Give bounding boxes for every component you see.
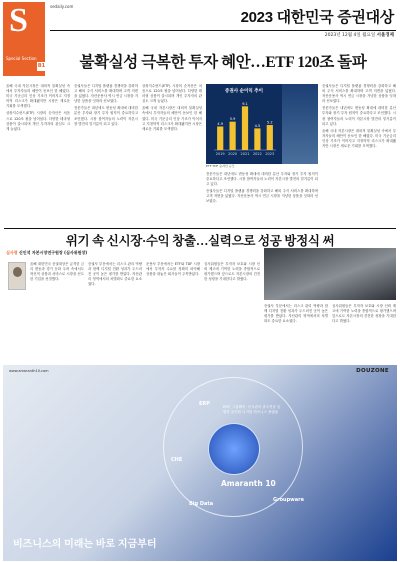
section2-headline: 위기 속 신시장·수익 창출…실력으로 성공 방정식 써 <box>65 234 335 248</box>
ad-node-bigdata: Big Data <box>189 501 214 507</box>
site-url[interactable]: sedaily.com <box>50 4 74 9</box>
section-logo <box>3 2 45 76</box>
bar-2020 <box>230 122 236 150</box>
lead-paragraph: 올해 국내 자본시장은 대외적 불확실성 속에서 투자자들의 혜안이 돋보인 한 해였다. 미국 기준금리 인상 기조가 이어지고 지정학적 리스크가 확대됐지만 시장은 새로운 기회를 모색했다. <box>142 106 202 131</box>
lead-paragraph: 올해 국내 자본시장은 대외적 불확실성 속에서 투자자들의 혜안이 돋보인 한 해였다. 미국 기준금리 인상 기조가 이어지고 지정학적 리스크가 확대됐지만 시장은 새로운 기회를 모색했다. <box>6 84 70 109</box>
section2-column-2 <box>88 262 142 360</box>
author-portrait <box>8 262 26 290</box>
ad-node-che: CHE <box>171 457 183 463</box>
byline <box>6 250 87 256</box>
lead-paragraph: 전문가들은 내년에도 변동성 확대에 대비한 분산 투자와 장기 투자 원칙이 중요하다고 조언했다. 시장 참여자들의 노력이 자본시장 발전의 밑거름이 되고 있다. <box>74 106 138 126</box>
data-label: 4.5 <box>254 123 261 128</box>
lead-paragraph: 올해 국내 자본시장은 대외적 불확실성 속에서 투자자들의 혜안이 돋보인 한 해였다. 미국 기준금리 인상 기조가 이어지고 지정학적 리스크가 확대됐지만 시장은 새로운 기회를 모색했다. <box>322 128 396 149</box>
bar-2021 <box>242 106 248 150</box>
masthead-rule <box>50 30 396 31</box>
main-headline: 불확실성 극복한 투자 혜안…ETF 120조 돌파 <box>79 54 367 71</box>
lead-column-2 <box>74 84 138 224</box>
tick-label: 2021 <box>240 152 250 156</box>
lead-paragraph: 상장지수펀드(ETF) 시장의 순자산은 처음으로 120조 원을 넘어섰다. 다양한 테마형 상품이 출시되며 개인 투자자의 관심도 크게 늘었다. <box>142 84 202 104</box>
lead-column-5 <box>322 84 396 224</box>
section-title: 2023 대한민국 증권대상 <box>240 9 394 26</box>
ad-brand-logo: DOUZONE <box>356 368 389 374</box>
ad-url[interactable]: www.amaranth10.com <box>9 369 49 373</box>
section2-column-6 <box>332 304 396 360</box>
data-label: 9.1 <box>242 101 248 106</box>
lead-paragraph: 전문가들은 내년에도 변동성 확대에 대비한 분산 투자와 장기 투자 원칙이 중요하다고 조언했다. 시장 참여자들의 노력이 자본시장 발전의 밑거름이 되고 있다. <box>206 172 318 187</box>
issue-date-text: 2023년 12월 4일 월요일 <box>324 33 376 38</box>
section2-column-4 <box>204 262 260 360</box>
section2-paragraph: 증권사 부문에서는 리스크 관리 역량과 함께 디지털 전환 성과가 두드러진 곳이 높은 평가를 받았다. 자산관리 영역에서의 차별화도 중요한 요소였다. <box>88 262 142 287</box>
lead-paragraph: 상장지수펀드(ETF) 시장의 순자산은 처음으로 120조 원을 넘어섰다. 다양한 테마형 상품이 출시되며 개인 투자자의 관심도 크게 늘었다. <box>6 111 70 131</box>
tick-label: 2020 <box>228 152 238 156</box>
lead-paragraph: 증권사들은 디지털 플랫폼 경쟁력을 강화하고 해외 주식 서비스를 확대하며 고객 저변을 넓혔다. 자산운용사 역시 연금 시장을 겨냥한 상품을 잇따라 선보였다. <box>74 84 138 104</box>
section2-paragraph: 증권사 부문에서는 리스크 관리 역량과 함께 디지털 전환 성과가 두드러진 곳이 높은 평가를 받았다. 자산관리 영역에서의 차별화도 중요한 요소였다. <box>264 304 328 324</box>
bar-2023 <box>267 125 273 150</box>
lead-paragraph: 전문가들은 내년에도 변동성 확대에 대비한 분산 투자와 장기 투자 원칙이 중요하다고 조언했다. 시장 참여자들의 노력이 자본시장 발전의 밑거름이 되고 있다. <box>322 106 396 126</box>
lead-column-1 <box>6 84 70 224</box>
ad-product-name: Amaranth 10 <box>221 479 276 488</box>
ad-slogan: 비즈니스의 미래는 바로 지금부터 <box>13 539 157 550</box>
section2-paragraph: 심사위원들은 투자자 보호와 시장 신뢰 제고에 기여한 노력을 종합적으로 평가했으며 앞으로도 자본시장의 건전한 성장을 기대한다고 밝혔다. <box>332 304 396 324</box>
chart-title: 증권사 순이익 추이 <box>225 89 263 94</box>
section2-column-1 <box>30 262 84 360</box>
ad-tagline: ERP, 그룹웨어, 문서관리 솔루션을 통합한 올인원 디지털 비즈니스 플랫폼 <box>223 405 281 414</box>
bar-2019 <box>217 126 223 150</box>
advertisement[interactable] <box>3 365 397 561</box>
ad-node-erp: ERP <box>199 401 210 407</box>
tick-label: 2022 <box>252 152 262 156</box>
masthead <box>0 0 400 78</box>
ceremony-photo <box>264 248 396 300</box>
section2-paragraph: 심사위원들은 투자자 보호와 시장 신뢰 제고에 기여한 노력을 종합적으로 평가했으며 앞으로도 자본시장의 건전한 성장을 기대한다고 밝혔다. <box>204 262 260 282</box>
byline-name: 심사평 <box>6 250 18 255</box>
chart-inset-title: ETF·TDF 순자산 규모 <box>206 164 318 170</box>
profit-chart <box>206 84 282 164</box>
lead-paragraph: 증권사들은 디지털 플랫폼 경쟁력을 강화하고 해외 주식 서비스를 확대하며 고객 저변을 넓혔다. 자산운용사 역시 연금 시장을 겨냥한 상품을 잇따라 선보였다. <box>206 189 318 204</box>
chart-photo <box>282 84 318 164</box>
byline-role: 신인석 자본시장연구원장 (심사위원장) <box>18 250 88 255</box>
issue-date <box>325 32 394 38</box>
ad-node-groupware: Groupware <box>273 497 304 503</box>
data-label: 5.2 <box>267 120 273 125</box>
lead-paragraph: 증권사들은 디지털 플랫폼 경쟁력을 강화하고 해외 주식 서비스를 확대하며 고객 저변을 넓혔다. 자산운용사 역시 연금 시장을 겨냥한 상품을 잇따라 선보였다. <box>322 84 396 104</box>
lead-column-4 <box>206 172 318 224</box>
tick-label: 2023 <box>265 152 275 156</box>
section-divider <box>4 228 396 229</box>
section2-paragraph: 운용사 부문에서는 ETF와 TDF 시장에서 투자자 수요를 정확히 파악해 상품을 내놓은 회사들이 주목받았다. <box>146 262 200 277</box>
ad-hub-graphic <box>208 423 260 475</box>
logo-letter: S <box>9 2 28 39</box>
data-label: 4.9 <box>217 121 223 126</box>
logo-subtitle: Special Section <box>6 56 37 61</box>
data-label: 5.9 <box>229 117 236 122</box>
section-badge: B1 <box>37 63 46 69</box>
chart-plot <box>206 96 282 160</box>
bar-2022 <box>254 128 260 150</box>
section2-column-5 <box>264 304 328 360</box>
tick-label: 2019 <box>215 152 225 156</box>
section2-column-3 <box>146 262 200 360</box>
lead-column-3 <box>142 84 202 224</box>
section2-paragraph: 올해 대한민국 증권대상은 급격한 금리 변동과 경기 둔화 우려 속에서도 혁신적 상품과 서비스로 시장을 선도한 기업을 선정했다. <box>30 262 84 282</box>
paper-name: 서울경제 <box>376 33 394 38</box>
